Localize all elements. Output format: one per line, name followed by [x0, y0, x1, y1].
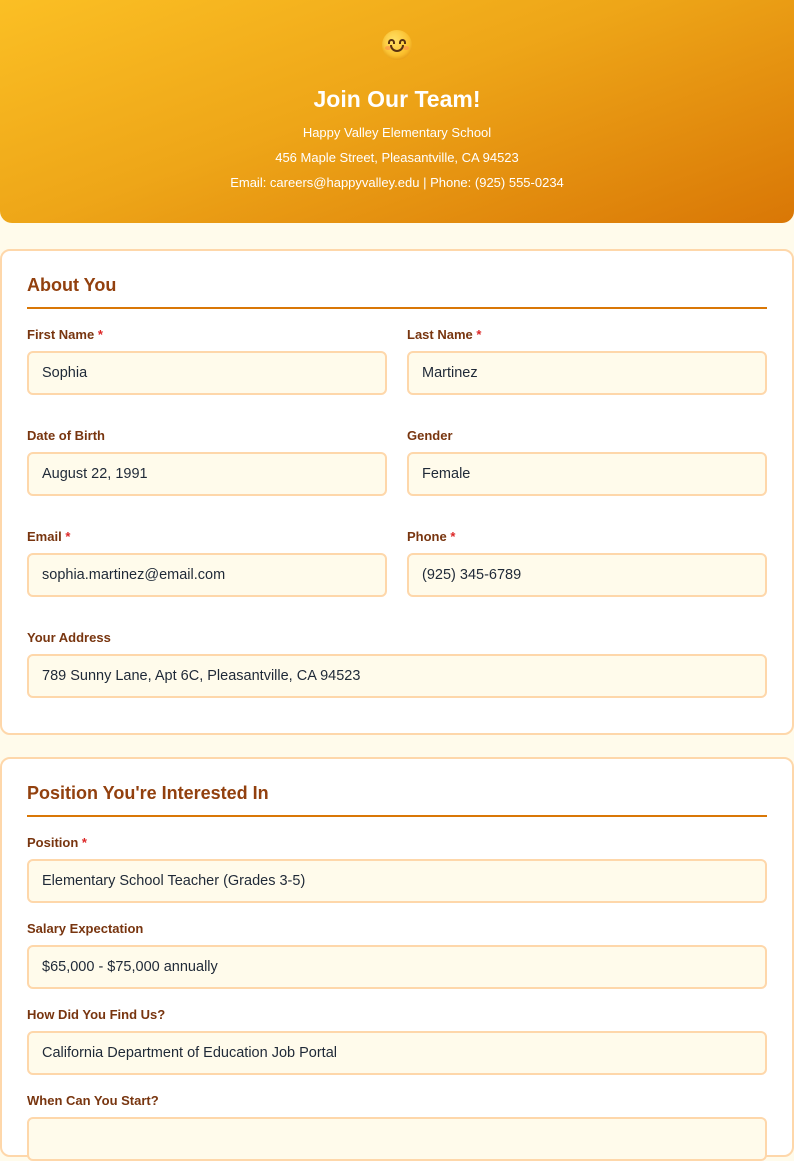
referral-source-input[interactable]: California Department of Education Job Portal [27, 1031, 767, 1075]
page-title: Join Our Team! [313, 86, 481, 112]
first-name-label: First Name * [27, 327, 103, 342]
required-marker: * [97, 327, 103, 342]
school-name: Happy Valley Elementary School [302, 125, 492, 140]
address-input[interactable]: 789 Sunny Lane, Apt 6C, Pleasantville, CA 94523 [27, 654, 767, 698]
address-label: Your Address [27, 630, 111, 645]
last-name-input[interactable]: Martinez [407, 351, 767, 395]
date-of-birth-input[interactable]: August 22, 1991 [27, 452, 387, 496]
required-marker: * [81, 835, 87, 850]
date-of-birth-label: Date of Birth [27, 428, 105, 443]
school-address: 456 Maple Street, Pleasantville, CA 94523 [275, 150, 519, 165]
referral-source-label: How Did You Find Us? [27, 1007, 166, 1022]
section-divider [27, 307, 767, 309]
gender-label: Gender [407, 428, 453, 443]
required-marker: * [450, 529, 456, 544]
section-divider [27, 815, 767, 817]
email-input[interactable]: sophia.martinez@email.com [27, 553, 387, 597]
page-header [0, 0, 794, 223]
position-input[interactable]: Elementary School Teacher (Grades 3-5) [27, 859, 767, 903]
phone-label: Phone * [407, 529, 456, 544]
about-you-section [0, 249, 794, 735]
first-name-input[interactable]: Sophia [27, 351, 387, 395]
salary-expectation-label: Salary Expectation [27, 921, 144, 936]
required-marker: * [476, 327, 482, 342]
gender-input[interactable]: Female [407, 452, 767, 496]
position-label: Position * [27, 835, 87, 850]
email-label: Email * [27, 529, 71, 544]
salary-expectation-input[interactable]: $65,000 - $75,000 annually [27, 945, 767, 989]
required-marker: * [65, 529, 71, 544]
start-date-label: When Can You Start? [27, 1093, 159, 1108]
last-name-label: Last Name * [407, 327, 482, 342]
phone-input[interactable]: (925) 345-6789 [407, 553, 767, 597]
section-title: About You [27, 275, 117, 295]
school-contact: Email: careers@happyvalley.edu | Phone: (925) 555-0234 [230, 175, 564, 190]
position-section [0, 757, 794, 1157]
smiley-face-icon [0, 30, 794, 69]
start-date-input[interactable] [27, 1117, 767, 1161]
section-title: Position You're Interested In [27, 783, 269, 803]
